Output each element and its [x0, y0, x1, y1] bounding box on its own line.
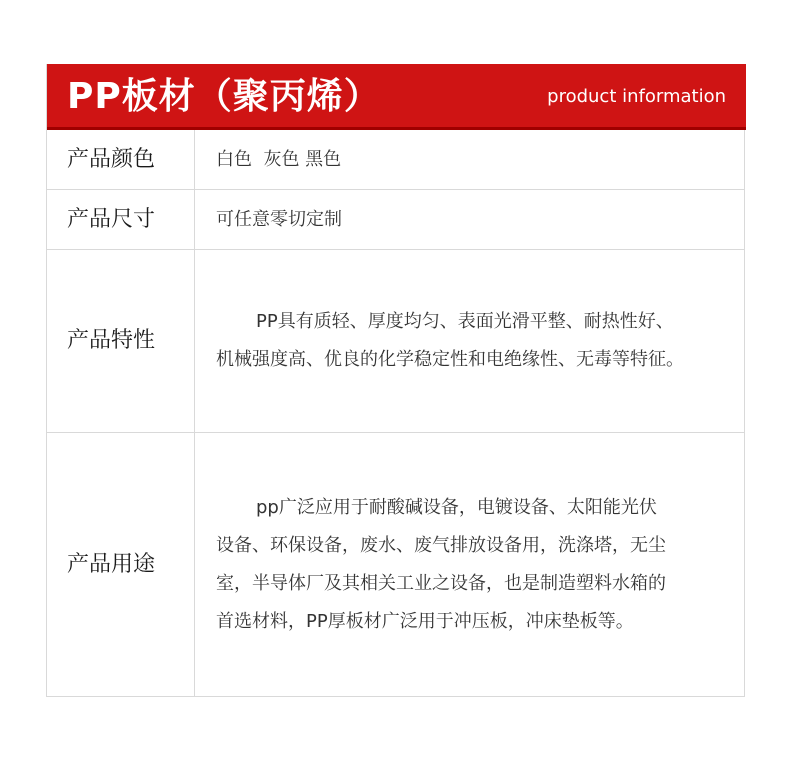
applications-line: 室，半导体厂及其相关工业之设备，也是制造塑料水箱的	[216, 573, 666, 594]
row-label-applications: 产品用途	[67, 552, 156, 577]
row-value-cell	[195, 130, 744, 189]
table-row-color	[47, 130, 744, 189]
features-line: 机械强度高、优良的化学稳定性和电绝缘性、无毒等特征。	[216, 349, 684, 370]
row-label-cell	[47, 433, 195, 697]
product-info-table	[46, 64, 745, 697]
table-row-size	[47, 189, 744, 249]
row-value-cell	[195, 250, 744, 432]
row-value-cell	[195, 433, 744, 697]
features-line: PP具有质轻、厚度均匀、表面光滑平整、耐热性好、	[256, 311, 674, 332]
table-header	[47, 64, 746, 130]
table-row-features	[47, 249, 744, 432]
applications-line: 设备、环保设备，废水、废气排放设备用，洗涤塔，无尘	[216, 535, 666, 556]
product-information-subtitle: product information	[547, 86, 726, 107]
applications-line: pp广泛应用于耐酸碱设备，电镀设备、太阳能光伏	[256, 497, 657, 518]
row-value-color: 白色 灰色 黑色	[216, 148, 342, 170]
product-title: PP板材（聚丙烯）	[67, 76, 381, 117]
row-label-color: 产品颜色	[67, 146, 156, 172]
row-label-size: 产品尺寸	[67, 206, 156, 232]
applications-paragraph	[216, 489, 666, 641]
features-paragraph	[216, 303, 684, 379]
row-label-cell	[47, 190, 195, 249]
row-label-cell	[47, 130, 195, 189]
row-label-cell	[47, 250, 195, 432]
applications-line: 首选材料，PP厚板材广泛用于冲压板，冲床垫板等。	[216, 611, 634, 632]
row-value-size: 可任意零切定制	[216, 208, 342, 230]
row-label-features: 产品特性	[67, 328, 156, 353]
row-value-cell	[195, 190, 744, 249]
table-row-applications	[47, 432, 744, 697]
